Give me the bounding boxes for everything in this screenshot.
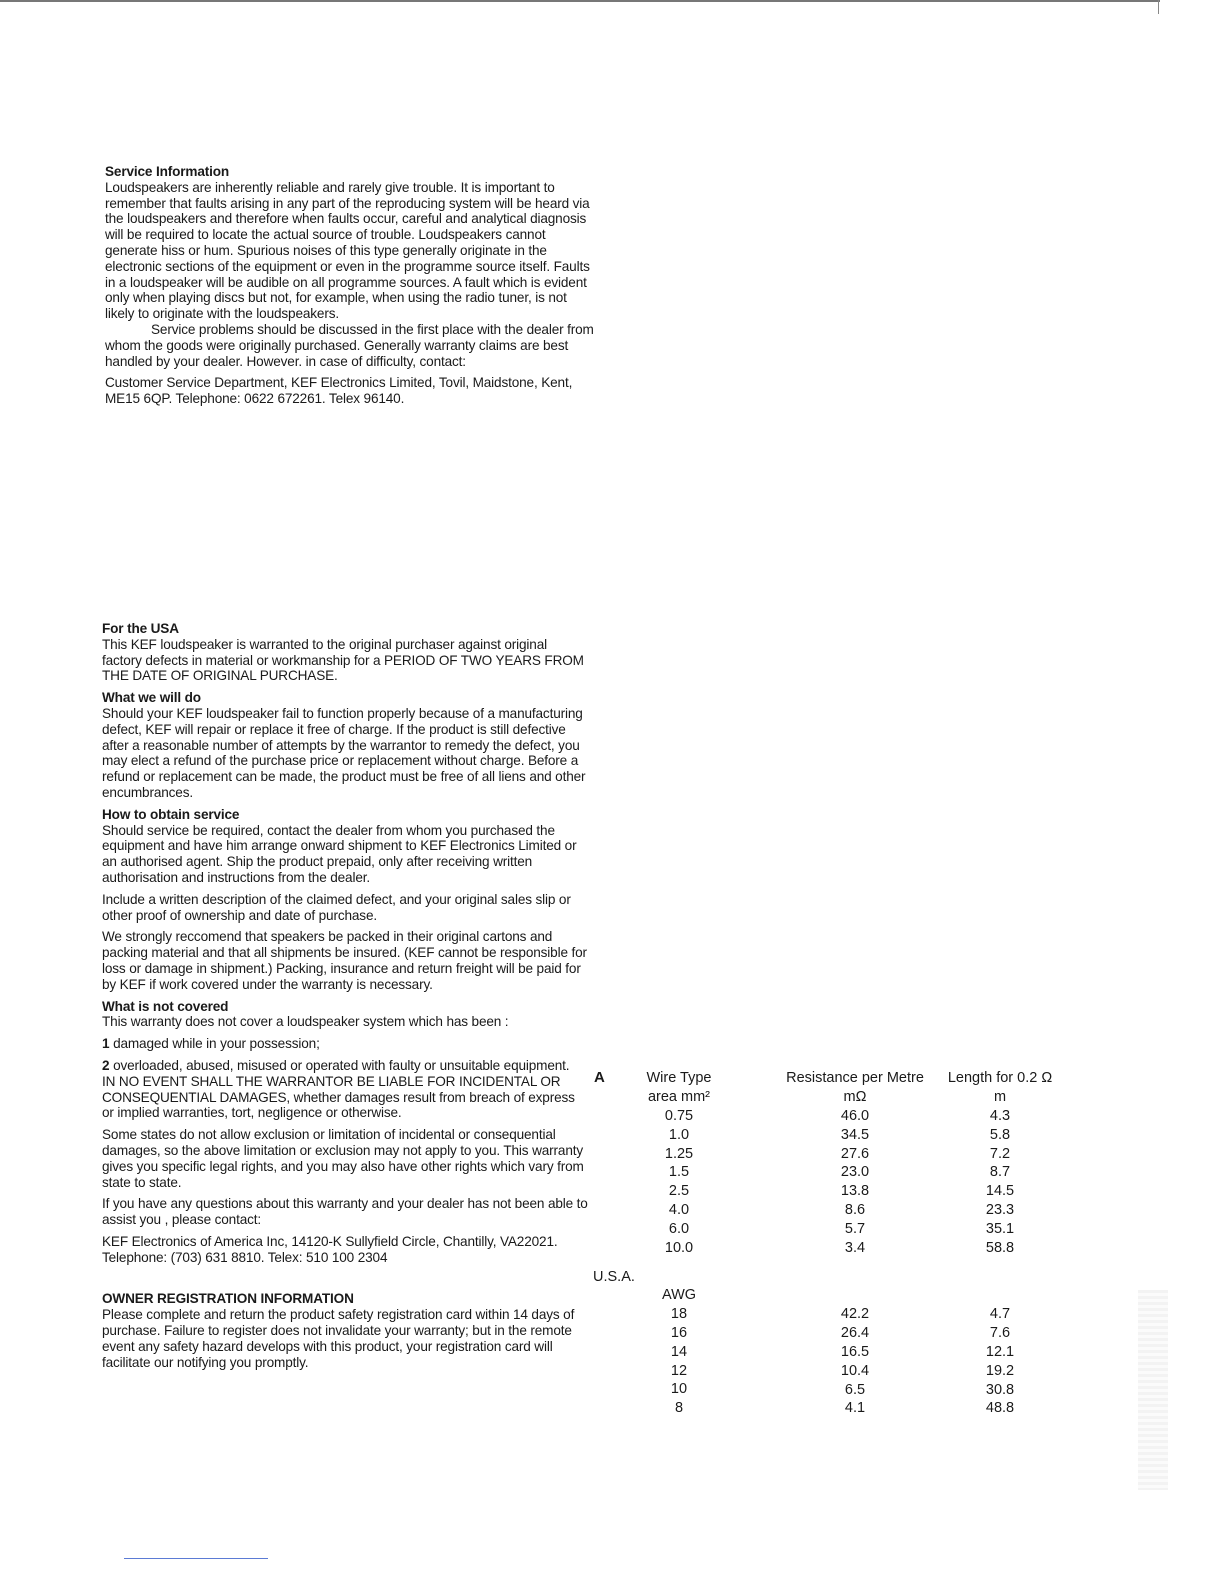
metric-size: 4.0 [668,1202,690,1219]
metric-resistance: 8.6 [844,1202,866,1219]
metric-size: 2.5 [668,1183,690,1200]
how-to-obtain-service-text-3: We strongly reccomend that speakers be packed in their original cartons and packing material and that all shipments be insured. (KEF cannot be responsible for loss or damage in shipment.) Packing, insurance and return freight will be paid for by KEF if work covered under the warranty is necessary. [102,929,587,992]
metric-length: 5.8 [989,1126,1011,1143]
metric-size: 1.0 [668,1126,690,1143]
metric-resistance: 5.7 [844,1221,866,1238]
what-is-not-covered-title: What is not covered [102,998,229,1014]
service-contact: Customer Service Department, KEF Electronics Limited, Tovil, Maidstone, Kent, ME15 6QP. Telephone: 0622 672261. Telex 96140. [105,375,573,407]
metric-size: 10.0 [664,1240,694,1257]
item-2-text: overloaded, abused, misused or operated with faulty or unsuitable equipment. [113,1057,570,1073]
metric-resistance: 23.0 [840,1164,870,1181]
states-clause: Some states do not allow exclusion or limitation of incidental or consequential damages, so the above limitation or exclusion may not apply to you. This warranty gives you specific legal rights, and you may also have other rights which vary from state to state. [102,1127,584,1190]
awg-size: 18 [670,1305,688,1322]
awg-label: AWG [661,1287,697,1303]
awg-size: 8 [674,1400,684,1417]
what-we-will-do-title: What we will do [102,690,201,706]
america-contact: KEF Electronics of America Inc, 14120-K Sullyfield Circle, Chantilly, VA22021. Telephone: (703) 631 8810. Telex: 510 100 2304 [102,1233,558,1265]
not-covered-intro: This warranty does not cover a loudspeaker system which has been : [102,1014,509,1030]
metric-length: 58.8 [985,1240,1015,1257]
corner-rule [1158,0,1159,14]
awg-size-column [636,1286,722,1418]
awg-length: 48.8 [985,1400,1015,1417]
resistance-header: Resistance per Metre [786,1070,924,1086]
metric-resistance: 13.8 [840,1183,870,1200]
metric-length: 7.2 [989,1145,1011,1162]
service-paragraph-2: Service problems should be discussed in the first place with the dealer from whom the goods were originally purchased. Generally warranty claims are best handled by your dealer. However. in case of difficulty, contact: [105,321,594,369]
awg-length: 30.8 [985,1381,1015,1398]
awg-length-column [945,1305,1055,1418]
metric-size: 0.75 [664,1107,694,1124]
awg-length: 19.2 [985,1362,1015,1379]
awg-size: 14 [670,1343,688,1360]
how-to-obtain-service-text-1: Should service be required, contact the dealer from whom you purchased the equipment and have him arrange onward shipment to KEF Electronics Limited or an authorised agent. Ship the product prepaid, only after receiving written authorisation and instructions from the dealer. [102,822,577,885]
awg-size: 10 [670,1381,688,1398]
awg-resistance: 10.4 [840,1362,870,1379]
wire-type-unit: area mm² [647,1088,711,1105]
length-unit: m [993,1088,1007,1105]
usa-title: For the USA [102,621,179,636]
metric-size: 1.5 [668,1164,690,1181]
wire-type-column [636,1069,722,1258]
awg-size: 12 [670,1362,688,1379]
metric-length: 8.7 [989,1164,1011,1181]
metric-length: 14.5 [985,1183,1015,1200]
metric-size: 6.0 [668,1221,690,1238]
service-information-section [105,164,595,407]
usa-warranty-section [102,621,590,1370]
table-mark-a: A [594,1069,605,1086]
awg-size: 16 [670,1324,688,1341]
metric-length: 35.1 [985,1221,1015,1238]
length-header: Length for 0.2 Ω [947,1070,1053,1086]
wire-type-header: Wire Type [646,1070,712,1086]
what-we-will-do-text: Should your KEF loudspeaker fail to function properly because of a manufacturing defect, KEF will repair or replace it free of charge. If the product is still defective after a reasonable number of attempts by the warrantor to remedy the defect, you may elect a refund of the purchase price or replacement without charge. Before a refund or replacement can be made, the product must be free of all liens and other encumbrances. [102,705,586,800]
top-rule [0,0,1160,2]
metric-resistance: 46.0 [840,1107,870,1124]
awg-resistance: 6.5 [844,1381,866,1398]
awg-resistance-column [780,1305,930,1418]
how-to-obtain-service-text-2: Include a written description of the claimed defect, and your original sales slip or other proof of ownership and date of purchase. [102,891,571,923]
questions-text: If you have any questions about this warranty and your dealer has not been able to assist you , please contact: [102,1196,588,1228]
owner-registration-title: OWNER REGISTRATION INFORMATION [102,1291,354,1307]
metric-size: 1.25 [664,1145,694,1162]
length-column [945,1069,1055,1258]
owner-registration-text: Please complete and return the product safety registration card within 14 days of purchase. Failure to register does not invalidate your warranty; but in the remote event any safety hazard develops with this product, your registration card will facilitate our notifying you promptly. [102,1307,575,1370]
resistance-unit: mΩ [843,1088,867,1105]
awg-resistance: 4.1 [844,1400,866,1417]
metric-length: 4.3 [989,1107,1011,1124]
item-2-number: 2 [102,1057,110,1073]
service-title: Service Information [105,164,230,179]
service-paragraph-1: Loudspeakers are inherently reliable and rarely give trouble. It is important to remember that faults arising in any part of the reproducing system will be heard via the loudspeakers and therefore when faults occur, careful and analytical diagnosis will be required to locate the actual source of trouble. Loudspeakers cannot generate hiss or hum. Spurious noises of this type generally originate in the electronic sections of the equipment or even in the programme source itself. Faults in a loudspeaker will be audible on all programme sources. A fault which is evident only when playing discs but not, for example, when using the radio tuner, is not likely to originate with the loudspeakers. [105,179,590,322]
metric-resistance: 3.4 [844,1240,866,1257]
awg-resistance: 42.2 [840,1306,870,1322]
metric-resistance: 27.6 [840,1145,870,1162]
not-covered-item-2 [102,1058,590,1074]
metric-resistance: 34.5 [840,1126,870,1143]
awg-length: 4.7 [989,1306,1011,1322]
usa-intro: This KEF loudspeaker is warranted to the original purchaser against original factory defects in material or workmanship for a PERIOD OF TWO YEARS FROM THE DATE OF ORIGINAL PURCHASE. [102,636,584,684]
item-1-text: damaged while in your possession; [113,1036,320,1052]
scan-edge-artifact [1138,1290,1168,1490]
awg-resistance: 26.4 [840,1324,870,1341]
awg-length: 12.1 [985,1343,1015,1360]
table-mark-usa: U.S.A. [593,1269,635,1285]
metric-length: 23.3 [985,1202,1015,1219]
awg-length: 7.6 [989,1324,1011,1341]
not-covered-item-1 [102,1036,590,1052]
resistance-column [780,1069,930,1258]
item-1-number: 1 [102,1036,110,1052]
no-event-clause: IN NO EVENT SHALL THE WARRANTOR BE LIABLE FOR INCIDENTAL OR CONSEQUENTIAL DAMAGES, whether damages result from breach of express or implied warranties, tort, negligence or otherwise. [102,1073,575,1121]
how-to-obtain-service-title: How to obtain service [102,806,240,822]
awg-resistance: 16.5 [840,1343,870,1360]
bottom-rule [124,1558,268,1559]
